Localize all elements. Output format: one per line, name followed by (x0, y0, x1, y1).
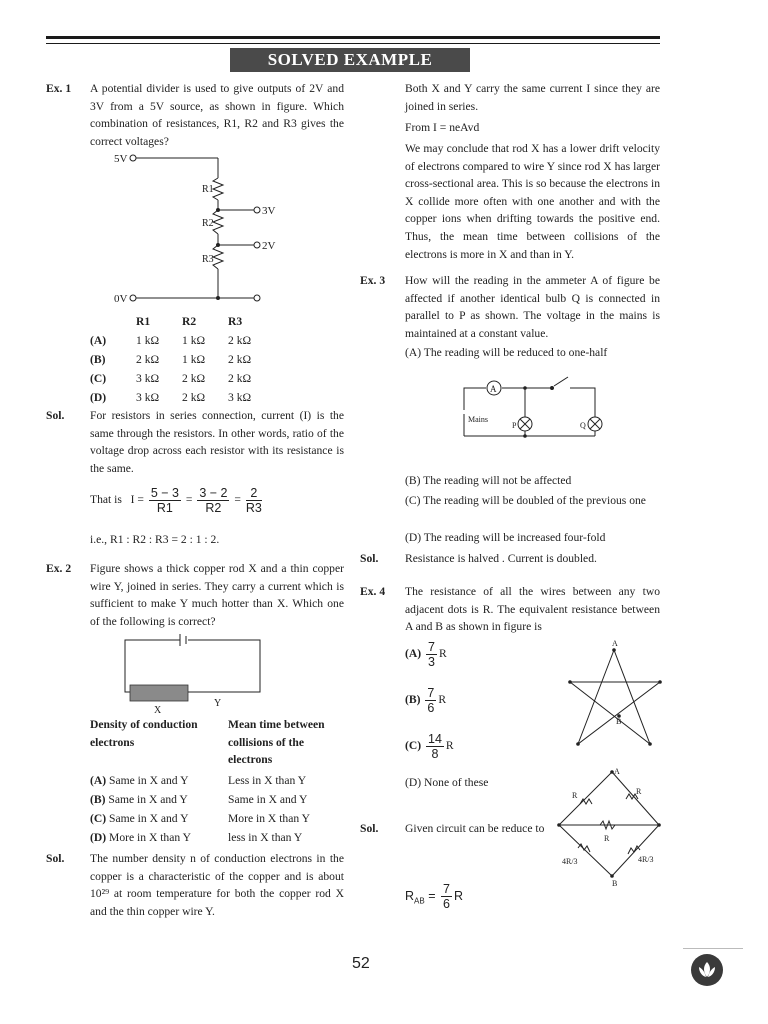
ex1-sol-label: Sol. (46, 409, 65, 422)
cell-r1: 2 kΩ (136, 353, 160, 366)
ex4-result: $R_{AB}$ = $\frac{7}{6}$ R (405, 882, 463, 911)
ex3-option-c: (C) The reading will be doubled of the previous one (405, 494, 646, 507)
mains-label: Mains (468, 415, 488, 424)
ex2-solution-cont1: Both X and Y carry the same current I since they are joined in series. (405, 82, 660, 113)
ex4-solution: Given circuit can be reduce to (405, 822, 545, 835)
label-y: Y (214, 698, 222, 709)
ex1-solution: For resistors in series connection, current (I) is the same through the resistors. In other words, ratio of the voltage drop across each resistor with its resistance is the same. (90, 409, 344, 475)
option-label: (D) (90, 391, 107, 404)
ammeter-label: A (490, 384, 497, 394)
label-r2: R2 (202, 218, 214, 229)
ex2-solution-cont2: We may conclude that rod X has a lower drift velocity of electrons compared to wire Y since rod X has larger cross-sectional area. This is so because the electrons in X collide more often with one another and with the copper ions when drifting towards the positive end. Thus, the mean time between collisions of the electrons is more in X and than in Y. (405, 142, 660, 261)
ex4-sol-label: Sol. (360, 822, 379, 835)
col-header-r3: R3 (228, 315, 243, 328)
star-figure (570, 636, 665, 748)
label-0v: 0V (114, 293, 128, 305)
bridge-r-right: R (636, 787, 642, 796)
ex3-sol-label: Sol. (360, 552, 379, 565)
bridge-r-bottom-right: 4R/3 (638, 855, 654, 864)
ex1-label: Ex. 1 (46, 82, 72, 95)
bulb-circuit-figure (460, 376, 610, 446)
fraction: $\frac{14}{8}$ (428, 732, 442, 761)
cell-r3: 2 kΩ (228, 372, 252, 385)
ex4-question: The resistance of all the wires between any two adjacent dots is R. The equivalent resistance between A and B as shown in figure is (405, 585, 660, 634)
ex4-option-d: (D) None of these (405, 776, 489, 789)
ex2-col2-header: Mean time between collisions of the electrons (228, 718, 325, 767)
col-header-r1: R1 (136, 315, 151, 328)
fraction-2: $\frac{3 - 2}{R2}$ (199, 486, 228, 515)
label-r3: R3 (202, 254, 214, 265)
ex4-option-c: (C) $\frac{14}{8}$ R (405, 732, 454, 761)
bulb-q-label: Q (580, 421, 586, 430)
rod-x (130, 685, 188, 701)
label-3v: 3V (262, 205, 276, 217)
bridge-r-left: R (572, 791, 578, 800)
list-item: (B) Same in X and Y (90, 793, 188, 806)
star-label-a: A (612, 639, 618, 648)
ex2-label: Ex. 2 (46, 562, 72, 575)
option-label: (B) (90, 353, 106, 366)
table-row (90, 369, 274, 388)
ex3-option-a: (A) The reading will be reduced to one-half (405, 346, 608, 359)
bridge-label-a: A (614, 767, 620, 776)
label-2v: 2V (262, 240, 276, 252)
fraction-1: $\frac{5 - 3}{R1}$ (150, 486, 179, 515)
table-row (90, 350, 274, 369)
section-banner: SOLVED EXAMPLE (230, 48, 470, 72)
fraction: $\frac{7}{6}$ (427, 686, 435, 715)
ex1-ratio: i.e., R1 : R2 : R3 = 2 : 1 : 2. (90, 533, 220, 546)
leaf-logo-icon (690, 953, 724, 987)
ex3-option-b: (B) The reading will not be affected (405, 474, 572, 487)
ex1-equation: That is I = $\frac{5 - 3}{R1}$ = $\frac{3 - 2}{R2}$ = $\frac{2}{R3}$ (90, 486, 262, 515)
ex2-drift-formula: From I = neAvd (405, 121, 480, 134)
potential-divider-figure (100, 150, 300, 310)
cell-r2: 1 kΩ (182, 334, 206, 347)
bulb-p-label: P (512, 421, 517, 430)
ex3-solution: Resistance is halved . Current is doubled. (405, 552, 597, 565)
bridge-r-mid: R (604, 834, 610, 843)
bridge-figure (556, 762, 666, 890)
list-item: (C) Same in X and Y (90, 812, 189, 825)
table-row (90, 331, 274, 350)
header-rule-thin (46, 43, 660, 44)
option-b-value: Same in X and Y (228, 793, 308, 806)
cell-r2: 2 kΩ (182, 391, 206, 404)
list-item: (D) More in X than Y (90, 831, 192, 844)
footer-rule (683, 948, 743, 949)
ex3-label: Ex. 3 (360, 274, 386, 287)
option-b-value: less in X than Y (228, 831, 303, 844)
fraction: $\frac{7}{3}$ (428, 640, 435, 669)
ex2-col1-header: Density of conduction electrons (90, 718, 198, 749)
rod-wire-figure (120, 634, 270, 714)
ex1-options-table (90, 312, 274, 407)
header-rule-top (46, 36, 660, 39)
ex2-solution: The number density n of conduction electrons in the copper is a characteristic of the copper and is about 10²⁹ at room temperature for both the copper rod X and the thin copper wire Y. (90, 852, 344, 918)
cell-r1: 3 kΩ (136, 391, 160, 404)
label-r1: R1 (202, 184, 214, 195)
fraction-3: $\frac{2}{R3}$ (245, 486, 262, 515)
ex4-option-a: (A) $\frac{7}{3}$ R (405, 640, 447, 669)
option-b-value: Less in X than Y (228, 774, 307, 787)
bridge-r-bottom-left: 4R/3 (562, 857, 578, 866)
ex2-options-col2 (228, 772, 310, 848)
table-row (90, 388, 274, 407)
ex4-label: Ex. 4 (360, 585, 386, 598)
option-b-value: More in X than Y (228, 812, 310, 825)
result-fraction: $\frac{7}{6}$ (442, 882, 450, 911)
cell-r3: 2 kΩ (228, 353, 252, 366)
ex2-sol-label: Sol. (46, 852, 65, 865)
ex3-question: How will the reading in the ammeter A of figure be affected if another identical bulb Q is connected in parallel to P as shown. The voltage in the mains is maintained at a constant value. (405, 274, 660, 340)
i-equals: I = (130, 493, 144, 507)
label-5v: 5V (114, 153, 128, 165)
that-is-text: That is (90, 493, 122, 507)
bridge-label-b: B (612, 879, 618, 888)
cell-r2: 2 kΩ (182, 372, 206, 385)
ex4-option-b: (B) $\frac{7}{6}$ R (405, 686, 447, 715)
ex1-question: A potential divider is used to give outputs of 2V and 3V from a 5V source, as shown in figure. Which combination of resistances, R1, R2 and R3 gives the correct voltages? (90, 82, 344, 148)
col-header-r2: R2 (182, 315, 197, 328)
cell-r3: 3 kΩ (228, 391, 252, 404)
ex2-options (90, 772, 191, 848)
star-label-b: B (616, 717, 622, 726)
cell-r3: 2 kΩ (228, 334, 252, 347)
option-label: (C) (90, 372, 107, 385)
ex3-option-d: (D) The reading will be increased four-fold (405, 531, 606, 544)
list-item: (A) Same in X and Y (90, 774, 189, 787)
cell-r2: 1 kΩ (182, 353, 206, 366)
label-x: X (154, 705, 162, 716)
cell-r1: 1 kΩ (136, 334, 160, 347)
option-label: (A) (90, 334, 107, 347)
page-number: 52 (352, 955, 370, 972)
ex2-question: Figure shows a thick copper rod X and a thin copper wire Y, joined in series. They carry a current which is sufficient to make Y much hotter than X. Which one of the following is correct? (90, 562, 344, 628)
cell-r1: 3 kΩ (136, 372, 160, 385)
